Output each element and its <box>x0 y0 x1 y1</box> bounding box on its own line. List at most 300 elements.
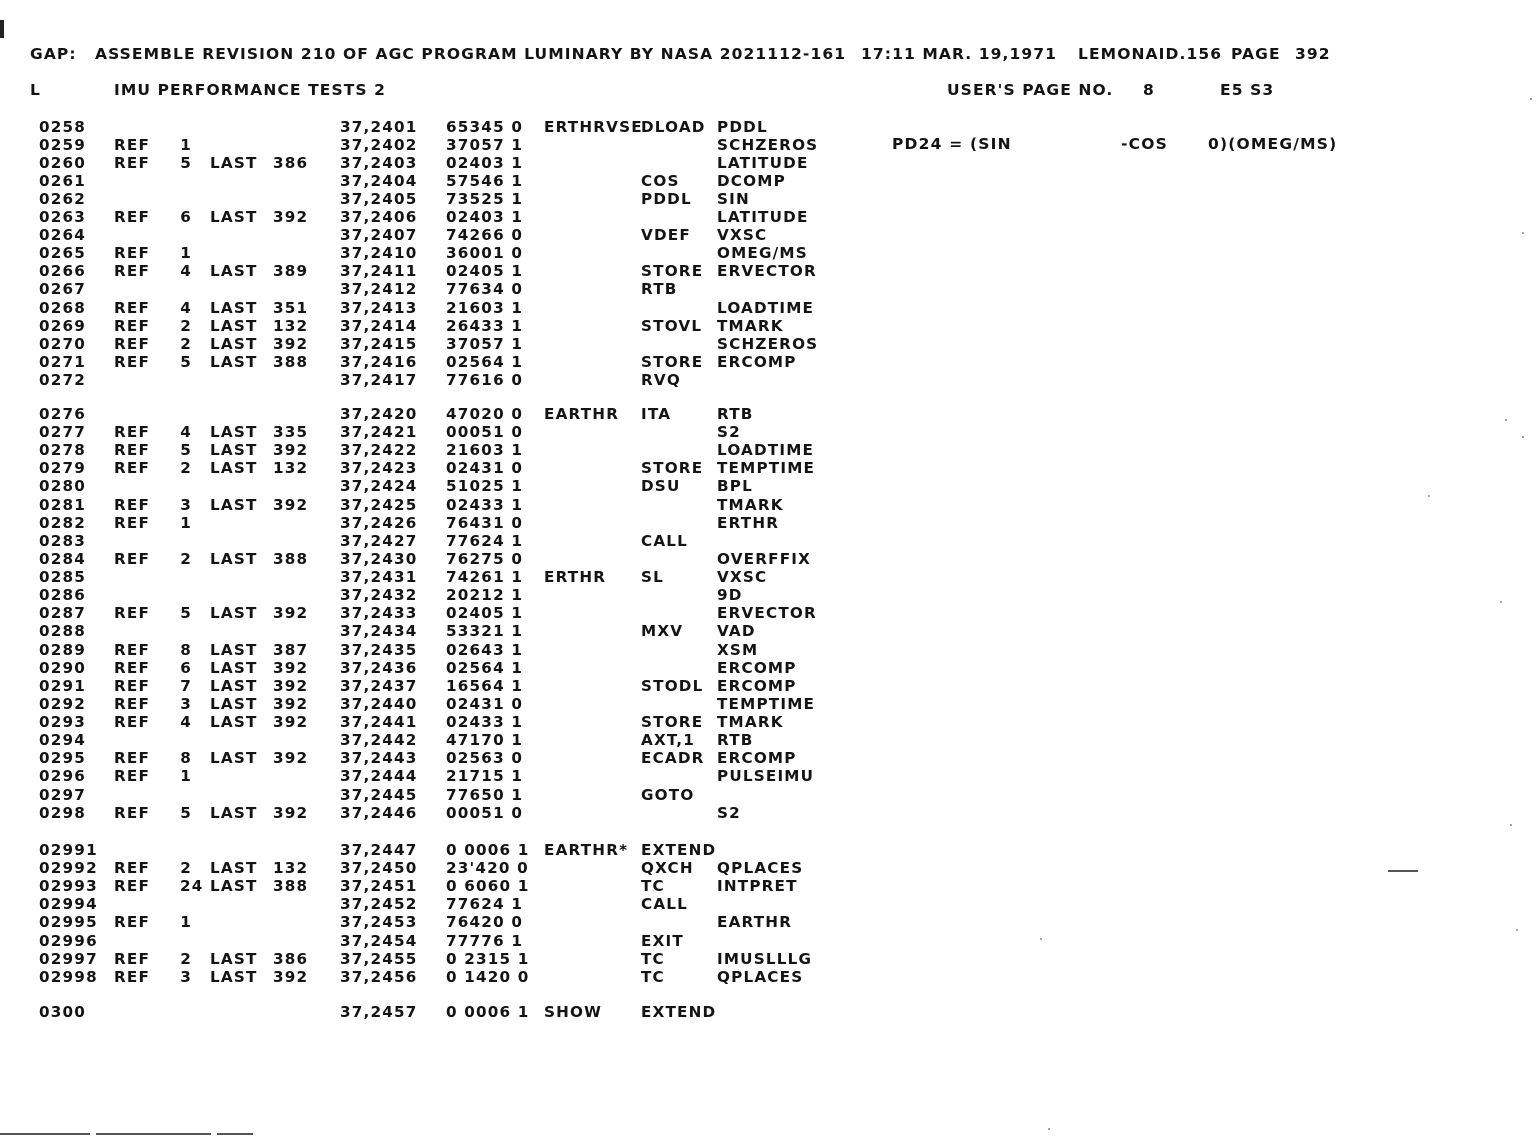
ref-marker: REF <box>114 441 151 460</box>
line-number: 0280 <box>39 477 87 496</box>
listing-row <box>0 136 1536 154</box>
listing-row <box>0 371 1536 389</box>
line-number: 0278 <box>39 441 87 460</box>
line-number: 0271 <box>39 352 87 371</box>
ref-count: 1 <box>180 913 192 932</box>
opcode: ECADR <box>641 749 705 768</box>
octal-word: 02564 1 <box>446 658 524 677</box>
address: 37,2416 <box>340 352 418 371</box>
ref-count: 4 <box>180 262 192 281</box>
octal-word: 47170 1 <box>446 731 524 750</box>
last-marker: LAST <box>210 154 258 173</box>
ref-marker: REF <box>114 749 151 768</box>
operand: PULSEIMU <box>717 767 815 786</box>
line-number: 02992 <box>39 859 98 878</box>
listing-row <box>0 677 1536 695</box>
line-number: 02997 <box>39 949 98 968</box>
operand: LATITUDE <box>717 208 809 227</box>
line-number: 0265 <box>39 244 87 263</box>
scan-speck <box>1522 436 1524 438</box>
ref-marker: REF <box>114 640 151 659</box>
listing-row <box>0 932 1536 950</box>
ref-marker: REF <box>114 803 151 822</box>
listing-row <box>0 767 1536 785</box>
ref-marker: REF <box>114 154 151 173</box>
operand: VAD <box>717 622 756 641</box>
last-marker: LAST <box>210 549 258 568</box>
operand: ERTHR <box>717 513 780 532</box>
listing-row <box>0 118 1536 136</box>
octal-word: 02431 0 <box>446 694 524 713</box>
operand: VXSC <box>717 568 768 587</box>
comment-cos: -COS <box>1121 135 1168 153</box>
ref-count: 5 <box>180 154 192 173</box>
line-number: 0287 <box>39 604 87 623</box>
address: 37,2457 <box>340 1003 418 1021</box>
ref-count: 4 <box>180 423 192 442</box>
octal-word: 76420 0 <box>446 913 524 932</box>
comment-expression: PD24 = (SIN <box>892 135 1012 153</box>
ref-count: 1 <box>180 244 192 263</box>
users-page-label: USER'S PAGE NO. <box>947 81 1114 99</box>
listing-row <box>0 604 1536 622</box>
last-page: 392 <box>273 334 309 353</box>
ref-count: 8 <box>180 749 192 768</box>
octal-word: 02433 1 <box>446 713 524 732</box>
opcode: ITA <box>641 405 672 423</box>
line-number: 02996 <box>39 931 98 950</box>
octal-word: 16564 1 <box>446 676 524 695</box>
address: 37,2417 <box>340 370 418 389</box>
operand: TMARK <box>717 316 784 335</box>
listing-row <box>0 895 1536 913</box>
bottom-rule <box>217 1133 253 1135</box>
last-marker: LAST <box>210 298 258 317</box>
scan-speck <box>1428 495 1430 497</box>
line-number: 0294 <box>39 731 87 750</box>
ref-marker: REF <box>114 549 151 568</box>
octal-word: 77624 1 <box>446 895 524 914</box>
ref-count: 2 <box>180 459 192 478</box>
last-page: 392 <box>273 495 309 514</box>
address: 37,2426 <box>340 513 418 532</box>
symbol-label: SHOW <box>544 1003 603 1021</box>
address: 37,2446 <box>340 803 418 822</box>
operand: TMARK <box>717 495 784 514</box>
last-marker: LAST <box>210 676 258 695</box>
last-page: 392 <box>273 604 309 623</box>
opcode: EXIT <box>641 931 684 950</box>
address: 37,2427 <box>340 531 418 550</box>
address: 37,2456 <box>340 967 418 986</box>
ref-count: 2 <box>180 316 192 335</box>
operand: ERCOMP <box>717 676 797 695</box>
listing-row <box>0 877 1536 895</box>
line-number: 0291 <box>39 676 87 695</box>
line-number: 0258 <box>39 118 87 136</box>
address: 37,2407 <box>340 226 418 245</box>
last-marker: LAST <box>210 459 258 478</box>
opcode: STORE <box>641 713 704 732</box>
last-page: 386 <box>273 154 309 173</box>
octal-word: 02405 1 <box>446 604 524 623</box>
operand: DCOMP <box>717 172 786 191</box>
section-code: E5 S3 <box>1220 81 1275 99</box>
opcode: EXTEND <box>641 841 717 859</box>
last-page: 387 <box>273 640 309 659</box>
operand: BPL <box>717 477 753 496</box>
last-page: 388 <box>273 877 309 896</box>
listing-row <box>0 786 1536 804</box>
address: 37,2401 <box>340 118 418 136</box>
line-number: 0259 <box>39 136 87 155</box>
line-number: 0284 <box>39 549 87 568</box>
line-number: 02995 <box>39 913 98 932</box>
address: 37,2432 <box>340 586 418 605</box>
listing-row <box>0 459 1536 477</box>
opcode: EXTEND <box>641 1003 717 1021</box>
opcode: RVQ <box>641 370 681 389</box>
line-number: 02994 <box>39 895 98 914</box>
gap-label: GAP: <box>30 45 77 63</box>
listing-row <box>0 568 1536 586</box>
ref-count: 7 <box>180 676 192 695</box>
listing-row <box>0 622 1536 640</box>
octal-word: 00051 0 <box>446 423 524 442</box>
address: 37,2453 <box>340 913 418 932</box>
scan-speck <box>1500 601 1502 603</box>
symbol-label: EARTHR* <box>544 841 629 859</box>
address: 37,2404 <box>340 172 418 191</box>
last-page: 392 <box>273 658 309 677</box>
ref-count: 2 <box>180 859 192 878</box>
octal-word: 21603 1 <box>446 298 524 317</box>
operand: INTPRET <box>717 877 798 896</box>
operand: OMEG/MS <box>717 244 808 263</box>
ref-marker: REF <box>114 767 151 786</box>
operand: RTB <box>717 405 754 423</box>
octal-word: 02433 1 <box>446 495 524 514</box>
address: 37,2414 <box>340 316 418 335</box>
last-page: 132 <box>273 316 309 335</box>
ref-count: 6 <box>180 658 192 677</box>
line-number: 0283 <box>39 531 87 550</box>
last-page: 392 <box>273 803 309 822</box>
scan-speck <box>1522 232 1524 234</box>
octal-word: 23'420 0 <box>446 859 529 878</box>
opcode: QXCH <box>641 859 694 878</box>
listing-row <box>0 804 1536 822</box>
opcode: DLOAD <box>641 118 706 136</box>
opcode: TC <box>641 877 665 896</box>
last-marker: LAST <box>210 658 258 677</box>
ref-marker: REF <box>114 208 151 227</box>
last-page: 388 <box>273 352 309 371</box>
address: 37,2430 <box>340 549 418 568</box>
address: 37,2447 <box>340 841 418 859</box>
address: 37,2411 <box>340 262 418 281</box>
listing-row <box>0 317 1536 335</box>
operand: PDDL <box>717 118 768 136</box>
listing-row <box>0 749 1536 767</box>
ref-marker: REF <box>114 334 151 353</box>
address: 37,2422 <box>340 441 418 460</box>
operand: SIN <box>717 190 750 209</box>
line-number: 0281 <box>39 495 87 514</box>
ref-marker: REF <box>114 262 151 281</box>
line-number: 0282 <box>39 513 87 532</box>
last-page: 392 <box>273 208 309 227</box>
octal-word: 37057 1 <box>446 136 524 155</box>
listing-row <box>0 713 1536 731</box>
octal-word: 0 0006 1 <box>446 1003 530 1021</box>
ref-count: 6 <box>180 208 192 227</box>
operand: IMUSLLLG <box>717 949 813 968</box>
ref-marker: REF <box>114 658 151 677</box>
octal-word: 53321 1 <box>446 622 524 641</box>
listing-row <box>0 514 1536 532</box>
listing-row <box>0 1003 1536 1021</box>
line-number: 0270 <box>39 334 87 353</box>
symbol-label: EARTHR <box>544 405 620 423</box>
last-marker: LAST <box>210 749 258 768</box>
ref-marker: REF <box>114 244 151 263</box>
listing-row <box>0 226 1536 244</box>
last-marker: LAST <box>210 640 258 659</box>
ref-count: 3 <box>180 694 192 713</box>
last-page: 351 <box>273 298 309 317</box>
line-number: 0269 <box>39 316 87 335</box>
margin-dash <box>1388 870 1418 872</box>
opcode: MXV <box>641 622 684 641</box>
octal-word: 21715 1 <box>446 767 524 786</box>
address: 37,2435 <box>340 640 418 659</box>
symbol-label: ERTHRVSE <box>544 118 643 136</box>
ref-marker: REF <box>114 949 151 968</box>
listing-row <box>0 280 1536 298</box>
ref-marker: REF <box>114 495 151 514</box>
operand: ERVECTOR <box>717 604 817 623</box>
address: 37,2425 <box>340 495 418 514</box>
octal-word: 76275 0 <box>446 549 524 568</box>
line-number: 0286 <box>39 586 87 605</box>
ref-count: 3 <box>180 495 192 514</box>
last-marker: LAST <box>210 803 258 822</box>
last-marker: LAST <box>210 713 258 732</box>
comment-tail: 0)(OMEG/MS) <box>1208 135 1338 153</box>
listing-row <box>0 586 1536 604</box>
address: 37,2433 <box>340 604 418 623</box>
octal-word: 0 0006 1 <box>446 841 530 859</box>
address: 37,2442 <box>340 731 418 750</box>
ref-count: 5 <box>180 604 192 623</box>
opcode: VDEF <box>641 226 691 245</box>
octal-word: 00051 0 <box>446 803 524 822</box>
octal-word: 02431 0 <box>446 459 524 478</box>
address: 37,2444 <box>340 767 418 786</box>
address: 37,2440 <box>340 694 418 713</box>
opcode: STOVL <box>641 316 703 335</box>
octal-word: 02643 1 <box>446 640 524 659</box>
ref-count: 4 <box>180 298 192 317</box>
opcode: STODL <box>641 676 704 695</box>
listing-row <box>0 244 1536 262</box>
ref-count: 1 <box>180 136 192 155</box>
last-marker: LAST <box>210 877 258 896</box>
address: 37,2424 <box>340 477 418 496</box>
address: 37,2455 <box>340 949 418 968</box>
operand: ERCOMP <box>717 352 797 371</box>
opcode: RTB <box>641 280 678 299</box>
opcode: STORE <box>641 352 704 371</box>
listing-row <box>0 154 1536 172</box>
address: 37,2454 <box>340 931 418 950</box>
opcode: COS <box>641 172 680 191</box>
octal-word: 73525 1 <box>446 190 524 209</box>
address: 37,2450 <box>340 859 418 878</box>
line-number: 0267 <box>39 280 87 299</box>
last-page: 132 <box>273 459 309 478</box>
ref-count: 1 <box>180 513 192 532</box>
listing-row <box>0 695 1536 713</box>
listing-row <box>0 641 1536 659</box>
scan-speck <box>1510 824 1512 826</box>
section-title: IMU PERFORMANCE TESTS 2 <box>114 81 387 99</box>
address: 37,2436 <box>340 658 418 677</box>
operand: ERCOMP <box>717 749 797 768</box>
operand: SCHZEROS <box>717 334 819 353</box>
ref-marker: REF <box>114 694 151 713</box>
line-number: 0268 <box>39 298 87 317</box>
timestamp: 17:11 MAR. 19,1971 <box>861 45 1058 63</box>
column-l: L <box>30 81 41 99</box>
ref-count: 24 <box>180 877 204 896</box>
ref-count: 5 <box>180 803 192 822</box>
last-page: 335 <box>273 423 309 442</box>
address: 37,2431 <box>340 568 418 587</box>
last-page: 392 <box>273 967 309 986</box>
listing-row <box>0 950 1536 968</box>
octal-word: 0 1420 0 <box>446 967 530 986</box>
address: 37,2443 <box>340 749 418 768</box>
listing-row <box>0 353 1536 371</box>
last-marker: LAST <box>210 495 258 514</box>
line-number: 0289 <box>39 640 87 659</box>
octal-word: 26433 1 <box>446 316 524 335</box>
listing-row <box>0 859 1536 877</box>
line-number: 0261 <box>39 172 87 191</box>
address: 37,2405 <box>340 190 418 209</box>
ref-marker: REF <box>114 352 151 371</box>
ref-marker: REF <box>114 913 151 932</box>
last-marker: LAST <box>210 967 258 986</box>
line-number: 0292 <box>39 694 87 713</box>
address: 37,2421 <box>340 423 418 442</box>
octal-word: 02564 1 <box>446 352 524 371</box>
opcode: TC <box>641 949 665 968</box>
listing-row <box>0 208 1536 226</box>
opcode: TC <box>641 967 665 986</box>
line-number: 0263 <box>39 208 87 227</box>
last-marker: LAST <box>210 352 258 371</box>
ref-count: 2 <box>180 334 192 353</box>
scan-speck <box>1505 419 1507 421</box>
operand: OVERFFIX <box>717 549 812 568</box>
ref-count: 2 <box>180 949 192 968</box>
operand: RTB <box>717 731 754 750</box>
address: 37,2445 <box>340 785 418 804</box>
octal-word: 57546 1 <box>446 172 524 191</box>
address: 37,2413 <box>340 298 418 317</box>
address: 37,2441 <box>340 713 418 732</box>
opcode: STORE <box>641 459 704 478</box>
last-page: 388 <box>273 549 309 568</box>
listing-row <box>0 335 1536 353</box>
operand: ERCOMP <box>717 658 797 677</box>
ref-marker: REF <box>114 423 151 442</box>
address: 37,2412 <box>340 280 418 299</box>
line-number: 02998 <box>39 967 98 986</box>
address: 37,2437 <box>340 676 418 695</box>
listing-row <box>0 299 1536 317</box>
octal-word: 0 2315 1 <box>446 949 530 968</box>
address: 37,2452 <box>340 895 418 914</box>
octal-word: 77650 1 <box>446 785 524 804</box>
operand: LOADTIME <box>717 298 815 317</box>
line-number: 0264 <box>39 226 87 245</box>
ref-marker: REF <box>114 513 151 532</box>
last-marker: LAST <box>210 423 258 442</box>
octal-word: 76431 0 <box>446 513 524 532</box>
opcode: DSU <box>641 477 681 496</box>
line-number: 0288 <box>39 622 87 641</box>
octal-word: 37057 1 <box>446 334 524 353</box>
ref-count: 2 <box>180 549 192 568</box>
last-page: 392 <box>273 676 309 695</box>
address: 37,2451 <box>340 877 418 896</box>
last-marker: LAST <box>210 208 258 227</box>
octal-word: 74266 0 <box>446 226 524 245</box>
listing-row <box>0 477 1536 495</box>
octal-word: 77634 0 <box>446 280 524 299</box>
octal-word: 65345 0 <box>446 118 524 136</box>
ref-marker: REF <box>114 136 151 155</box>
operand: LOADTIME <box>717 441 815 460</box>
ref-marker: REF <box>114 859 151 878</box>
operand: XSM <box>717 640 759 659</box>
operand: LATITUDE <box>717 154 809 173</box>
ref-marker: REF <box>114 967 151 986</box>
line-number: 0295 <box>39 749 87 768</box>
last-marker: LAST <box>210 262 258 281</box>
last-page: 392 <box>273 713 309 732</box>
operand: TMARK <box>717 713 784 732</box>
listing-row <box>0 659 1536 677</box>
address: 37,2423 <box>340 459 418 478</box>
bottom-rule <box>0 1133 90 1135</box>
operand: QPLACES <box>717 967 804 986</box>
octal-word: 02403 1 <box>446 154 524 173</box>
opcode: CALL <box>641 531 689 550</box>
opcode: CALL <box>641 895 689 914</box>
address: 37,2420 <box>340 405 418 423</box>
ref-count: 5 <box>180 441 192 460</box>
scan-speck <box>1530 98 1532 100</box>
line-number: 0290 <box>39 658 87 677</box>
listing-row <box>0 441 1536 459</box>
address: 37,2402 <box>340 136 418 155</box>
listing-row <box>0 172 1536 190</box>
